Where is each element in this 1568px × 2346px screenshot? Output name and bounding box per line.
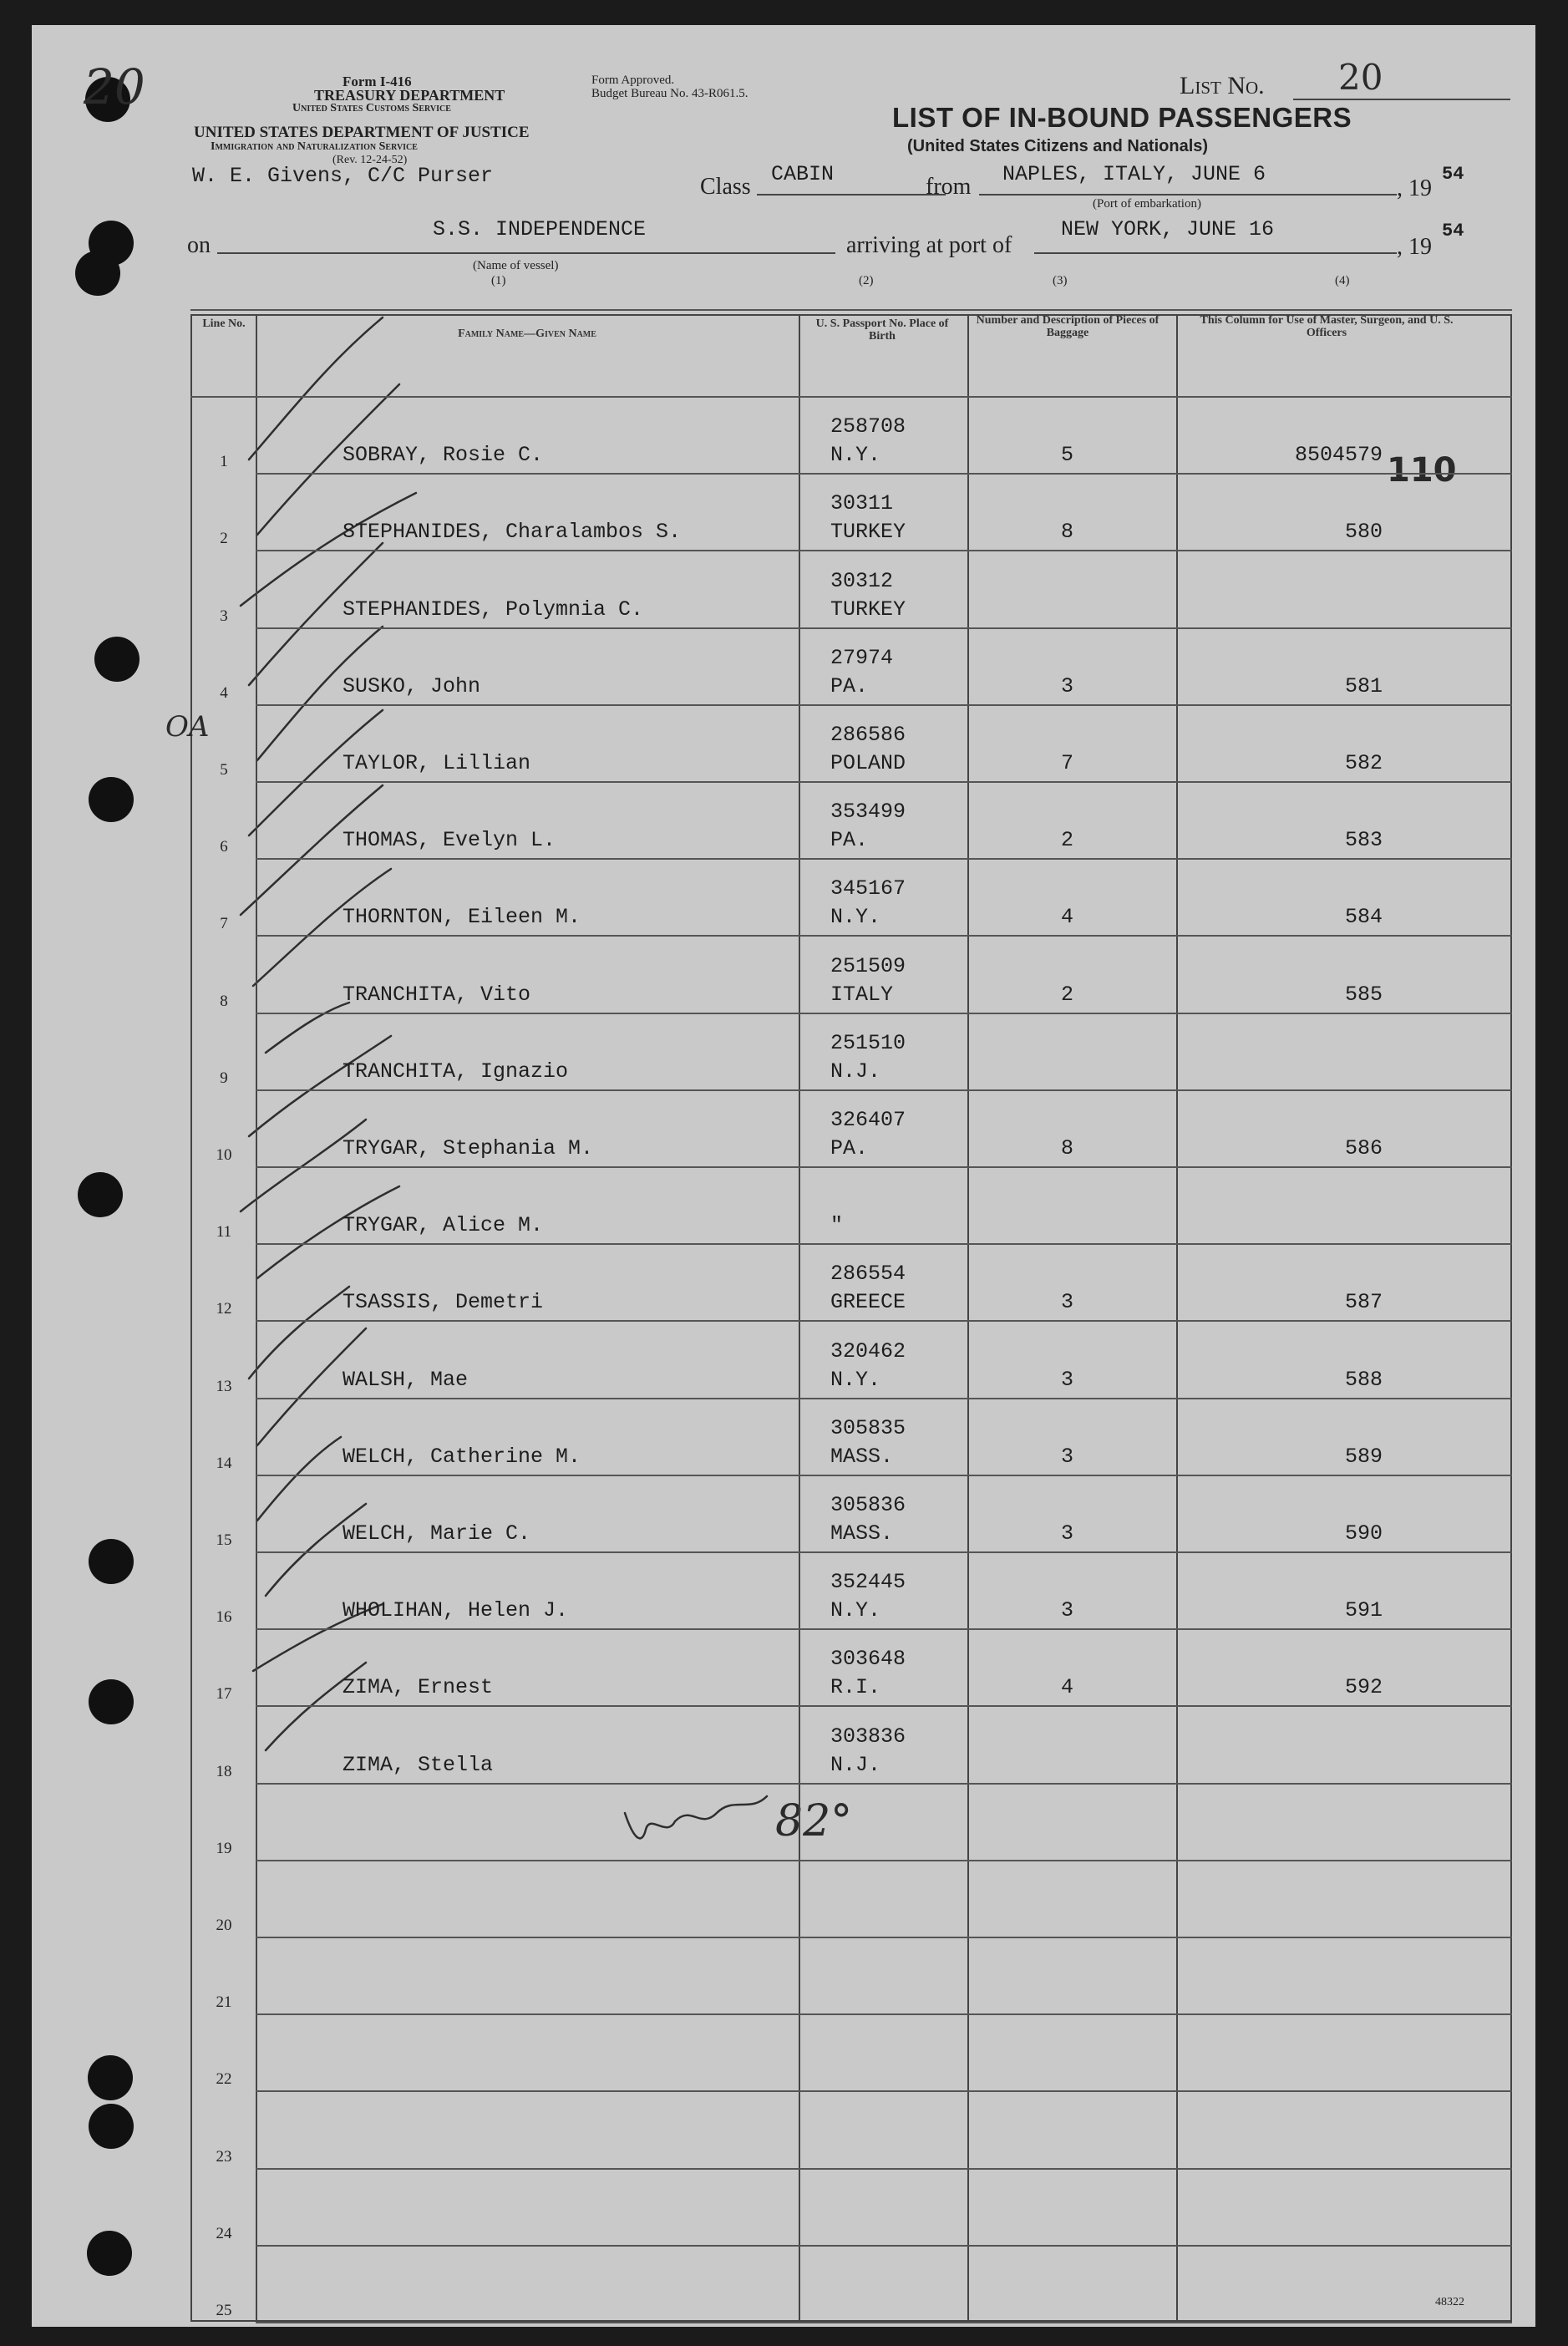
line-number: 7 <box>220 915 228 933</box>
row-rule <box>256 1937 1512 1938</box>
handwritten-mark: 82° <box>775 1796 853 1846</box>
passenger-name: TRYGAR, Stephania M. <box>343 1136 594 1160</box>
line-number: 20 <box>216 1917 232 1934</box>
line-number: 15 <box>216 1531 232 1549</box>
place-of-birth: ITALY <box>830 982 894 1007</box>
passport-number: 305835 <box>830 1415 906 1440</box>
column-number-4: (4) <box>1335 274 1350 287</box>
punch-hole <box>94 637 140 682</box>
place-of-birth: " <box>830 1213 844 1238</box>
year-label-2: , 19 <box>1397 234 1432 260</box>
officer-number: 590 <box>1345 1521 1383 1546</box>
line-number: 4 <box>220 683 228 702</box>
row-rule <box>256 704 1512 706</box>
row-rule <box>256 1628 1512 1630</box>
line-number: 8 <box>220 992 228 1010</box>
punch-hole <box>78 1172 123 1217</box>
passenger-name: TRYGAR, Alice M. <box>343 1213 544 1238</box>
passenger-name: ZIMA, Stella <box>343 1752 494 1777</box>
column-number-1: (1) <box>491 274 506 287</box>
row-rule <box>256 1705 1512 1707</box>
line-number: 21 <box>216 1993 232 2012</box>
line-number: 11 <box>216 1223 232 1242</box>
row-rule <box>256 935 1512 937</box>
form-number: Form I-416 <box>343 74 412 89</box>
column-divider <box>967 314 969 2322</box>
from-label: from <box>926 174 972 200</box>
passenger-name: STEPHANIDES, Charalambos S. <box>343 520 682 545</box>
place-of-birth: N.Y. <box>830 443 881 468</box>
place-of-birth: GREECE <box>830 1290 906 1315</box>
row-rule <box>256 2090 1512 2092</box>
passenger-name: TSASSIS, Demetri <box>343 1290 544 1315</box>
place-of-birth: N.J. <box>830 1752 881 1777</box>
vessel-caption: (Name of vessel) <box>473 259 559 272</box>
officer-number: 586 <box>1345 1136 1383 1160</box>
handwritten-list-number: 20 <box>84 58 145 115</box>
form-approved: Form Approved. <box>591 74 675 87</box>
baggage-count: 3 <box>1061 1290 1074 1315</box>
place-of-birth: PA. <box>830 828 869 853</box>
officer-number: 581 <box>1345 673 1383 698</box>
passport-number: 352445 <box>830 1570 906 1595</box>
column-header-baggage: Number and Description of Pieces of Baggage <box>976 314 1160 339</box>
year-value-2: 54 <box>1442 221 1464 241</box>
place-of-birth: TURKEY <box>830 597 906 622</box>
arrival-port: NEW YORK, JUNE 16 <box>1061 217 1275 241</box>
row-rule <box>256 1551 1512 1553</box>
year-label-1: , 19 <box>1397 175 1432 201</box>
passenger-name: SOBRAY, Rosie C. <box>343 443 544 468</box>
passenger-name: WALSH, Mae <box>343 1367 469 1392</box>
line-number: 23 <box>216 2147 232 2166</box>
officer-number: 584 <box>1345 905 1383 930</box>
treasury-department: TREASURY DEPARTMENT <box>314 87 505 104</box>
from-underline <box>979 194 1397 196</box>
passport-number: 258708 <box>830 414 906 439</box>
line-number: 9 <box>220 1069 228 1087</box>
arriving-label: arriving at port of <box>846 232 1012 258</box>
passport-number: 286586 <box>830 723 906 747</box>
baggage-count: 4 <box>1061 905 1074 930</box>
passport-number: 320462 <box>830 1338 906 1363</box>
row-rule <box>256 1475 1512 1476</box>
baggage-count: 2 <box>1061 828 1074 853</box>
row-rule <box>256 858 1512 860</box>
baggage-count: 5 <box>1061 443 1074 468</box>
baggage-count: 3 <box>1061 1444 1074 1469</box>
officer-number: 588 <box>1345 1367 1383 1392</box>
line-number: 16 <box>216 1608 232 1627</box>
column-divider <box>256 314 257 2322</box>
line-number: 25 <box>216 2302 232 2319</box>
footer-code: 48322 <box>1435 2296 1464 2308</box>
passport-number: 303648 <box>830 1647 906 1672</box>
place-of-birth: N.Y. <box>830 1367 881 1392</box>
passenger-name: SUSKO, John <box>343 673 481 698</box>
punch-hole <box>88 2055 133 2100</box>
purser-name: W. E. Givens, C/C Purser <box>192 164 494 188</box>
punch-hole <box>89 1539 134 1584</box>
row-rule <box>256 627 1512 629</box>
place-of-birth: N.J. <box>830 1059 881 1084</box>
passport-number: 305836 <box>830 1493 906 1517</box>
baggage-count: 3 <box>1061 1367 1074 1392</box>
officer-number: 8504579 <box>1295 443 1383 468</box>
passenger-name: TRANCHITA, Vito <box>343 982 531 1007</box>
customs-service: United States Customs Service <box>292 102 451 114</box>
baggage-count: 7 <box>1061 751 1074 775</box>
baggage-count: 8 <box>1061 1136 1074 1160</box>
place-of-birth: PA. <box>830 673 869 698</box>
year-value-1: 54 <box>1442 164 1464 185</box>
column-divider <box>799 314 800 2322</box>
row-rule <box>256 1783 1512 1785</box>
row-rule <box>256 473 1512 475</box>
passport-number: 251510 <box>830 1030 906 1055</box>
officer-number: 587 <box>1345 1290 1383 1315</box>
header-bottom-rule <box>190 396 1512 398</box>
place-of-birth: MASS. <box>830 1521 894 1546</box>
place-of-birth: MASS. <box>830 1444 894 1469</box>
officer-number: 591 <box>1345 1598 1383 1623</box>
arriving-underline <box>1034 252 1397 254</box>
row-rule <box>256 1320 1512 1322</box>
passenger-name: WHOLIHAN, Helen J. <box>343 1598 569 1623</box>
page-title: LIST OF IN-BOUND PASSENGERS <box>892 102 1352 133</box>
department-of-justice: UNITED STATES DEPARTMENT OF JUSTICE <box>194 124 530 141</box>
row-rule <box>256 2322 1512 2323</box>
place-of-birth: TURKEY <box>830 520 906 545</box>
line-number: 2 <box>220 530 228 548</box>
passenger-name: WELCH, Catherine M. <box>343 1444 581 1469</box>
line-number: 22 <box>216 2070 232 2089</box>
passenger-name: ZIMA, Ernest <box>343 1675 494 1700</box>
punch-hole <box>87 2231 132 2276</box>
row-rule <box>256 2245 1512 2247</box>
revision-date: (Rev. 12-24-52) <box>332 154 408 166</box>
baggage-count: 3 <box>1061 1521 1074 1546</box>
class-label: Class <box>700 174 751 200</box>
column-divider <box>1176 314 1178 2322</box>
row-rule <box>256 1013 1512 1014</box>
line-number: 3 <box>220 607 228 625</box>
class-value: CABIN <box>771 162 835 186</box>
budget-bureau: Budget Bureau No. 43-R061.5. <box>591 87 748 100</box>
passenger-name: THOMAS, Evelyn L. <box>343 828 556 853</box>
place-of-birth: R.I. <box>830 1675 881 1700</box>
column-number-3: (3) <box>1053 274 1068 287</box>
column-header-name: Family Name—Given Name <box>458 328 596 340</box>
list-no-value: 20 <box>1338 57 1383 98</box>
total-count-stamp: 110 <box>1387 451 1457 490</box>
line-number: 12 <box>216 1300 232 1318</box>
baggage-count: 4 <box>1061 1675 1074 1700</box>
on-label: on <box>187 232 211 258</box>
column-header-passport: U. S. Passport No. Place of Birth <box>815 317 949 343</box>
passport-number: 286554 <box>830 1262 906 1287</box>
passport-number: 30312 <box>830 568 894 593</box>
port-embark-caption: (Port of embarkation) <box>1093 197 1201 211</box>
table-top-rule <box>190 309 1512 311</box>
passport-number: 30311 <box>830 491 894 516</box>
row-rule <box>256 1398 1512 1399</box>
column-header-officers: This Column for Use of Master, Surgeon, and U. S. Officers <box>1200 314 1454 339</box>
vessel-name: S.S. INDEPENDENCE <box>433 217 647 241</box>
punch-hole <box>75 251 120 296</box>
line-number: 24 <box>216 2224 232 2242</box>
punch-hole <box>89 1679 134 1724</box>
passenger-name: TAYLOR, Lillian <box>343 751 531 775</box>
passport-number: 326407 <box>830 1108 906 1132</box>
immigration-service: Immigration and Naturalization Service <box>211 140 418 153</box>
line-number: 18 <box>216 1762 232 1780</box>
row-rule <box>256 1243 1512 1245</box>
baggage-count: 8 <box>1061 520 1074 545</box>
passenger-name: WELCH, Marie C. <box>343 1521 531 1546</box>
officer-number: 592 <box>1345 1675 1383 1700</box>
passport-number: 353499 <box>830 800 906 825</box>
manifest-page <box>32 25 1535 2327</box>
row-rule <box>256 550 1512 551</box>
list-no-label: List No. <box>1180 72 1265 99</box>
passenger-name: THORNTON, Eileen M. <box>343 905 581 930</box>
place-of-birth: N.Y. <box>830 1598 881 1623</box>
line-number: 6 <box>220 838 228 856</box>
passport-number: 303836 <box>830 1724 906 1749</box>
page-subtitle: (United States Citizens and Nationals) <box>907 137 1209 155</box>
place-of-birth: POLAND <box>830 751 906 775</box>
officer-number: 585 <box>1345 982 1383 1007</box>
line-number: 14 <box>216 1454 232 1472</box>
officer-number: 580 <box>1345 520 1383 545</box>
line-number: 10 <box>216 1146 232 1164</box>
row-rule <box>256 1166 1512 1168</box>
row-rule <box>256 1860 1512 1861</box>
line-number: 19 <box>216 1839 232 1857</box>
passenger-name: TRANCHITA, Ignazio <box>343 1059 569 1084</box>
place-of-birth: PA. <box>830 1136 869 1160</box>
column-number-2: (2) <box>859 274 874 287</box>
line-number: 5 <box>220 761 228 779</box>
column-header-line-no: Line No. <box>202 317 246 330</box>
punch-hole <box>89 2104 134 2149</box>
line-number: 17 <box>216 1685 232 1704</box>
officer-number: 589 <box>1345 1444 1383 1469</box>
passport-number: 27974 <box>830 645 894 670</box>
vessel-underline <box>217 252 835 254</box>
row-rule <box>256 2013 1512 2015</box>
line-number: 1 <box>220 453 228 471</box>
class-underline <box>757 194 946 196</box>
baggage-count: 3 <box>1061 1598 1074 1623</box>
passenger-name: STEPHANIDES, Polymnia C. <box>343 597 644 622</box>
list-no-underline <box>1293 99 1510 100</box>
baggage-count: 2 <box>1061 982 1074 1007</box>
passport-number: 345167 <box>830 876 906 901</box>
port-of-embarkation: NAPLES, ITALY, JUNE 6 <box>1002 162 1266 186</box>
row-rule <box>256 781 1512 783</box>
place-of-birth: N.Y. <box>830 905 881 930</box>
officer-number: 583 <box>1345 828 1383 853</box>
line-number: 13 <box>216 1377 232 1395</box>
row-rule <box>256 2168 1512 2170</box>
row-rule <box>256 1089 1512 1091</box>
passport-number: 251509 <box>830 953 906 978</box>
punch-hole <box>89 777 134 822</box>
officer-number: 582 <box>1345 751 1383 775</box>
margin-note: OA <box>165 710 210 744</box>
baggage-count: 3 <box>1061 673 1074 698</box>
